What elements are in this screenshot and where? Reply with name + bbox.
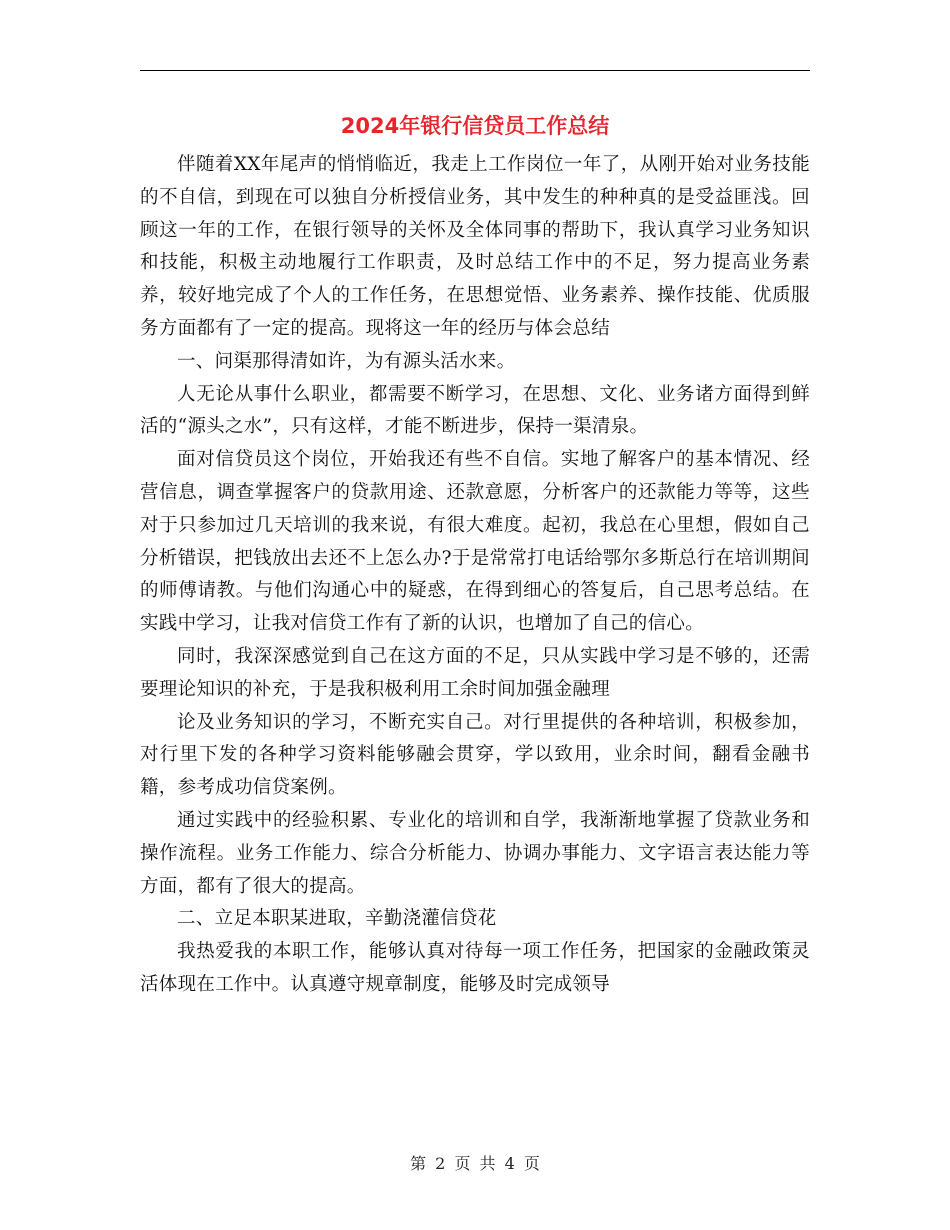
section-heading-1: 一、问渠那得清如许，为有源头活水来。: [177, 350, 516, 372]
document-title: 2024年银行信贷员工作总结: [340, 114, 610, 138]
paragraph: 我热爱我的本职工作，能够认真对待每一项工作任务，把国家的金融政策灵活体现在工作中。认真遵守规章制度，能够及时完成领导: [140, 941, 810, 995]
section-heading-2: 二、立足本职某进取，辛勤浇灌信贷花: [177, 908, 497, 930]
page-number-footer: 第 2 页 共 4 页: [410, 1154, 540, 1173]
paragraph: 人无论从事什么职业，都需要不断学习，在思想、文化、业务诸方面得到鲜活的“源头之水”，只有这样，才能不断进步，保持一渠清泉。: [140, 383, 810, 438]
header-rule: [140, 70, 810, 71]
paragraph: 论及业务知识的学习，不断充实自己。对行里提供的各种培训，积极参加，对行里下发的各种学习资料能够融会贯穿，学以致用，业余时间，翻看金融书籍，参考成功信贷案例。: [140, 711, 810, 799]
paragraph: 通过实践中的经验积累、专业化的培训和自学，我渐渐地掌握了贷款业务和操作流程。业务工作能力、综合分析能力、协调办事能力、文字语言表达能力等方面，都有了很大的提高。: [140, 809, 810, 897]
paragraph: 同时，我深深感觉到自己在这方面的不足，只从实践中学习是不够的，还需要理论知识的补充，于是我积极利用工余时间加强金融理: [140, 645, 810, 700]
document-body: [140, 149, 810, 1002]
paragraph: 面对信贷员这个岗位，开始我还有些不自信。实地了解客户的基本情况、经营信息，调查掌握客户的贷款用途、还款意愿，分析客户的还款能力等等，这些对于只参加过几天培训的我来说，有很大难度。起初，我总在心里想，假如自己分析错误，把钱放出去还不上怎么办?于是常常打电话给鄂尔多斯总行在培训期间的师傅请教。与他们沟通心中的疑惑，在得到细心的答复后，自己思考总结。在实践中学习，让我对信贷工作有了新的认识，也增加了自己的信心。: [140, 449, 810, 635]
paragraph-intro: 伴随着XX年尾声的悄悄临近，我走上工作岗位一年了，从刚开始对业务技能的不自信，到现在可以独自分析授信业务，其中发生的种种真的是受益匪浅。回顾这一年的工作，在银行领导的关怀及全体同事的帮助下，我认真学习业务知识和技能，积极主动地履行工作职责，及时总结工作中的不足，努力提高业务素养，较好地完成了个人的工作任务，在思想觉悟、业务素养、操作技能、优质服务方面都有了一定的提高。现将这一年的经历与体会总结: [140, 154, 810, 339]
